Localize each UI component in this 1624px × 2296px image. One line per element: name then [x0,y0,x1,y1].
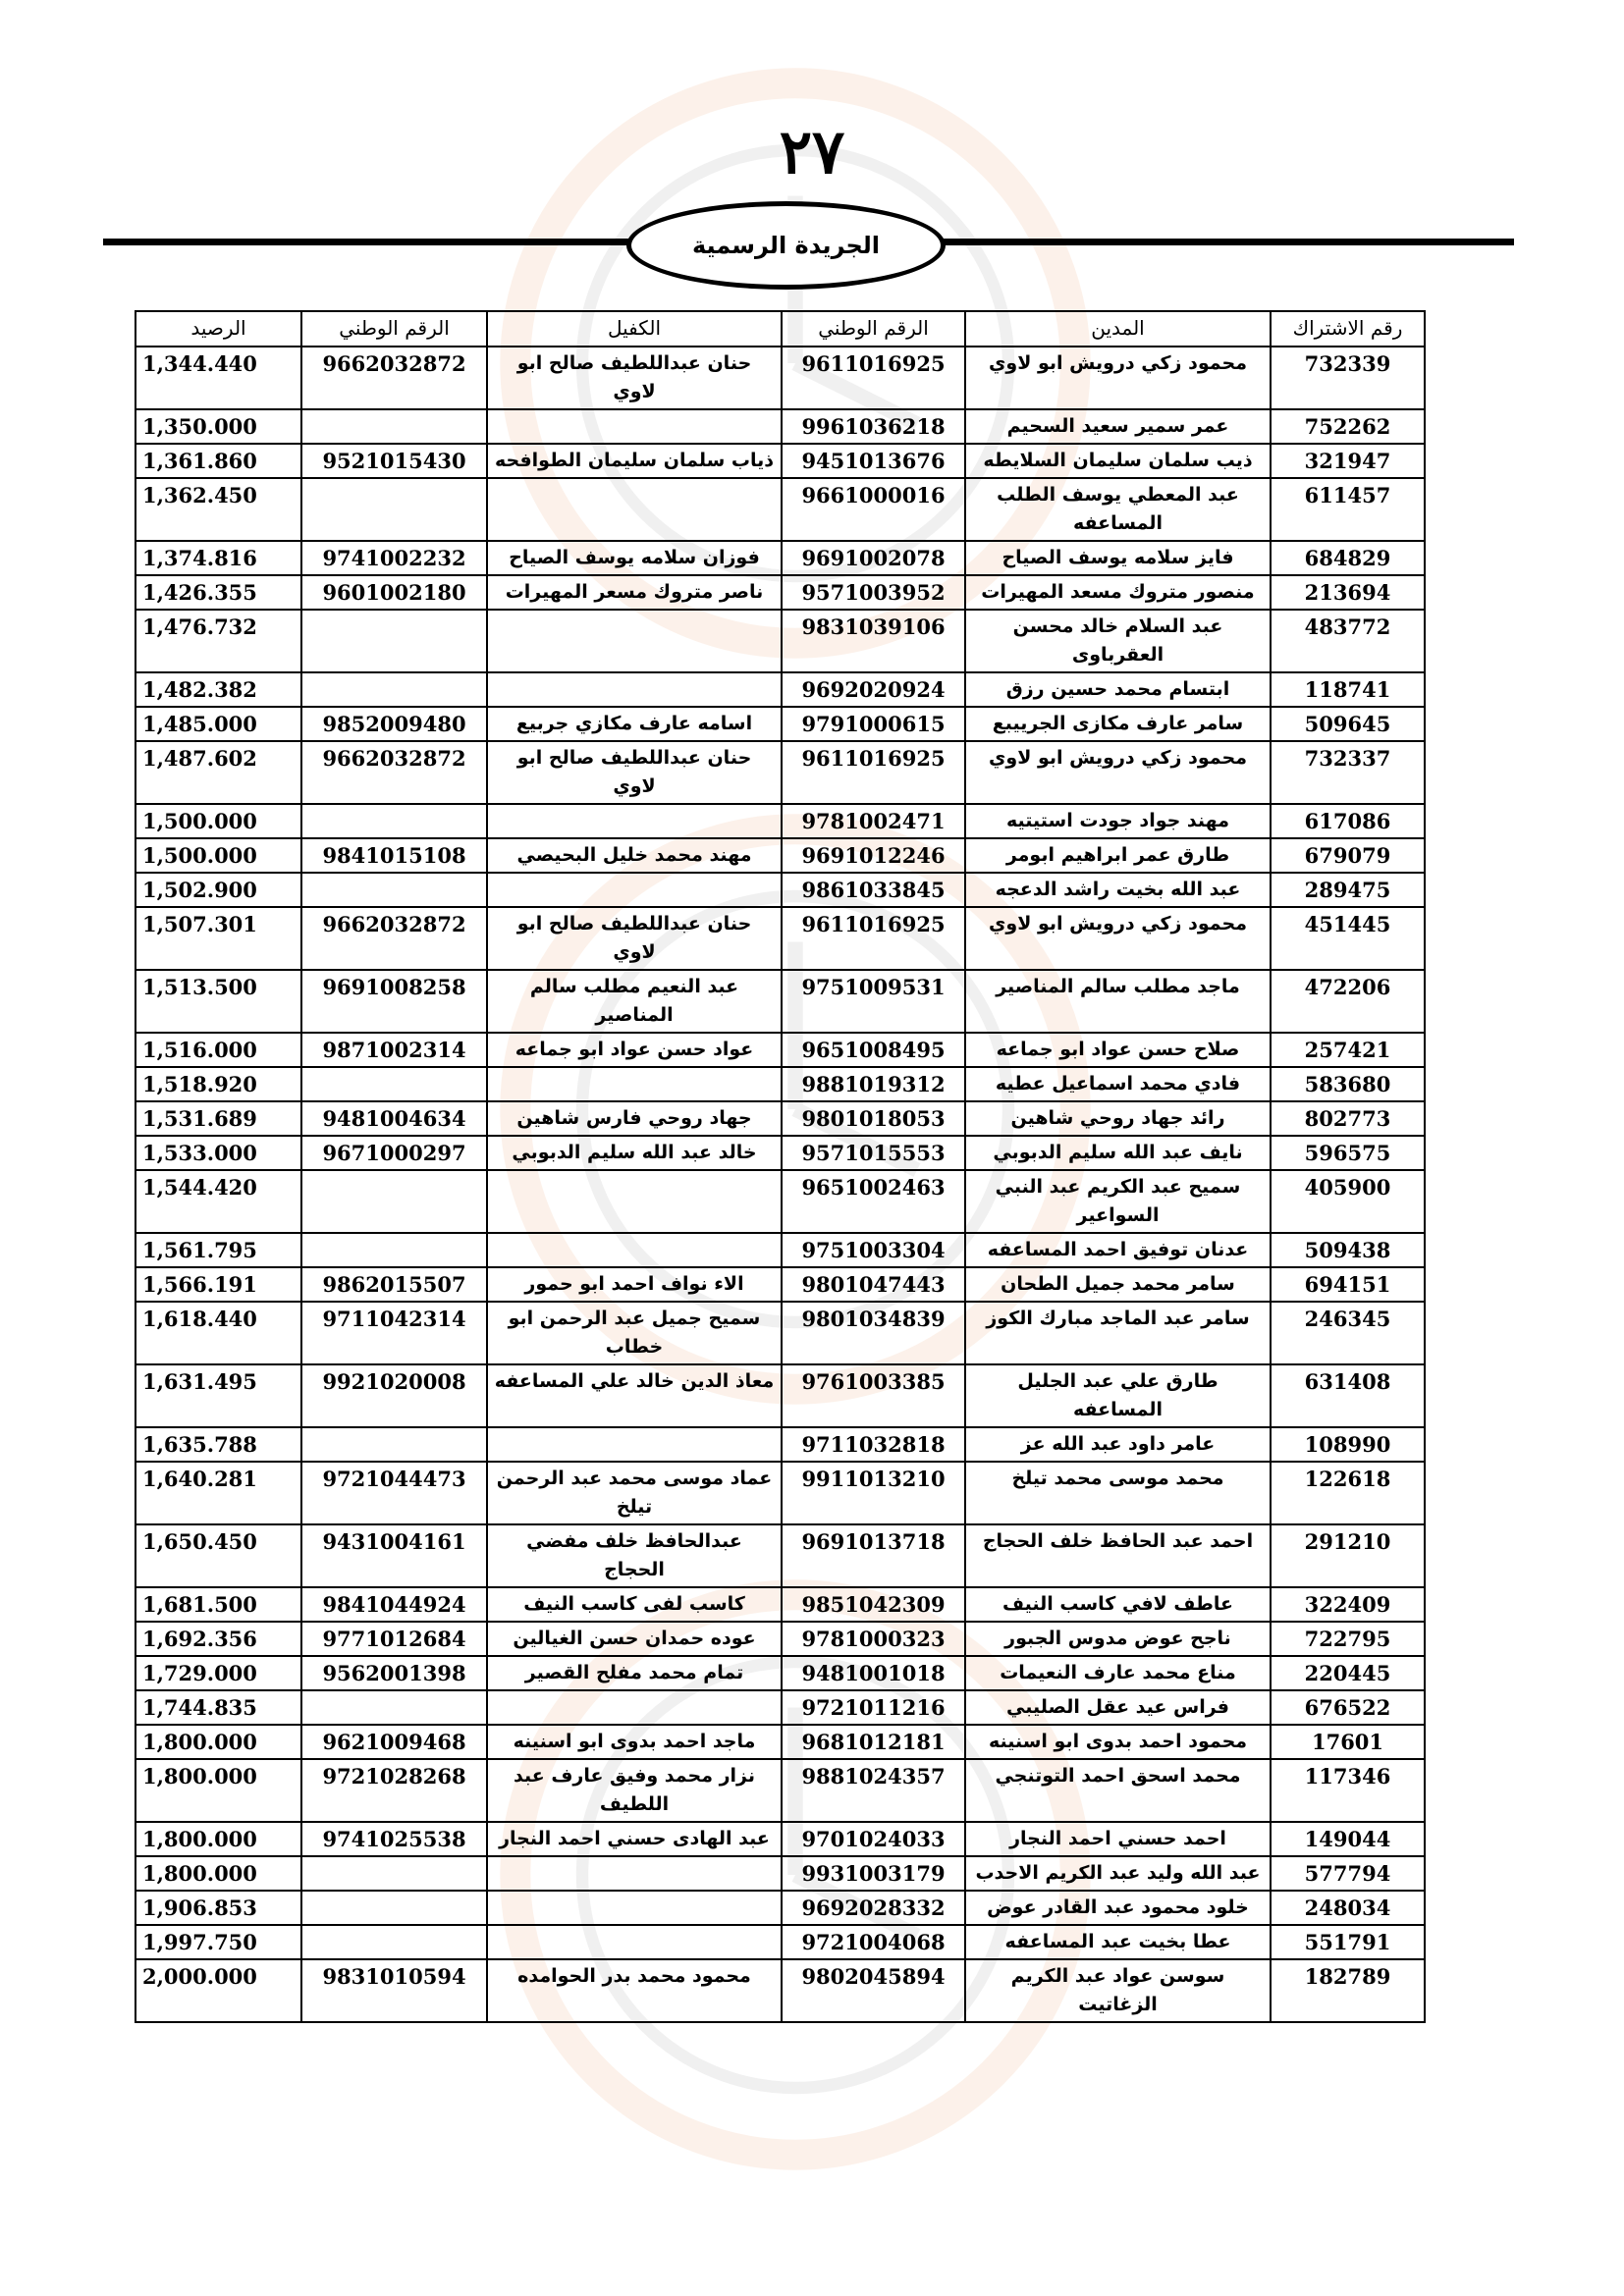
subscription-number-cell: 451445 [1271,907,1425,970]
table-row [135,838,1425,873]
debtor-name-cell: عامر داود عبد الله عز [965,1427,1271,1462]
subscription-number-cell: 694151 [1271,1267,1425,1302]
guarantor-name-cell [487,610,782,672]
gazette-title-badge [626,201,946,290]
table-row [135,1959,1425,2022]
table-row [135,804,1425,838]
table-row [135,707,1425,741]
debtor-name-cell: احمد عبد الحافظ خلف الحجاج [965,1524,1271,1587]
table-row [135,541,1425,575]
guarantor-name-cell [487,1427,782,1462]
debtor-national-id-cell: 9881019312 [782,1067,965,1101]
table-header-row [135,311,1425,347]
subscription-number-cell: 213694 [1271,575,1425,610]
subscription-number-cell: 17601 [1271,1725,1425,1759]
guarantor-national-id-cell [301,1925,487,1959]
guarantor-national-id-cell [301,1856,487,1891]
debtor-name-cell: عبد الله وليد عبد الكريم الاحدب [965,1856,1271,1891]
guarantor-national-id-cell [301,1891,487,1925]
guarantor-name-cell: حنان عبداللطيف صالح ابو لاوي [487,347,782,409]
table-row [135,1364,1425,1427]
guarantor-name-cell: اسامه عارف مكازي جربيع [487,707,782,741]
debtor-name-cell: محمود زكي درويش ابو لاوي [965,347,1271,409]
balance-cell: 1,635.788 [135,1427,301,1462]
subscription-number-cell: 257421 [1271,1033,1425,1067]
balance-cell: 1,650.450 [135,1524,301,1587]
guarantor-name-cell [487,1891,782,1925]
debtor-name-cell: سوسن عواد عبد الكريم الزغاتيت [965,1959,1271,2022]
balance-cell: 1,507.301 [135,907,301,970]
balance-cell: 1,362.450 [135,478,301,541]
debtor-national-id-cell: 9711032818 [782,1427,965,1462]
guarantor-national-id-cell: 9862015507 [301,1267,487,1302]
debtor-name-cell: عدنان توفيق احمد المساعفه [965,1233,1271,1267]
table-row [135,1302,1425,1364]
table-row [135,1136,1425,1170]
header-subscription-number: رقم الاشتراك [1271,311,1425,347]
debtor-national-id-cell: 9691002078 [782,541,965,575]
debtor-name-cell: عبد السلام خالد محسن العقرباوى [965,610,1271,672]
balance-cell: 1,487.602 [135,741,301,804]
balance-cell: 1,476.732 [135,610,301,672]
subscription-number-cell: 752262 [1271,409,1425,444]
balance-cell: 1,800.000 [135,1822,301,1856]
debtor-name-cell: طارق عمر ابراهيم ابومر [965,838,1271,873]
gazette-title: الجريدة الرسمية [691,232,881,259]
table-row [135,478,1425,541]
debtor-national-id-cell: 9571015553 [782,1136,965,1170]
guarantor-national-id-cell: 9831010594 [301,1959,487,2022]
guarantor-national-id-cell [301,1427,487,1462]
table-row [135,1267,1425,1302]
table-row [135,1067,1425,1101]
guarantor-name-cell [487,1690,782,1725]
debtor-name-cell: نايف عبد الله سليم الدبوبي [965,1136,1271,1170]
debtor-name-cell: عاطف لافي كاسب النيف [965,1587,1271,1622]
guarantor-national-id-cell: 9562001398 [301,1656,487,1690]
guarantor-name-cell: عوده حمدان حسن الغيالين [487,1622,782,1656]
guarantor-national-id-cell: 9601002180 [301,575,487,610]
debtor-national-id-cell: 9801047443 [782,1267,965,1302]
debtor-name-cell: محمود زكي درويش ابو لاوي [965,907,1271,970]
debtor-name-cell: عبد الله بخيت راشد الدعجه [965,873,1271,907]
guarantor-name-cell [487,1925,782,1959]
table-row [135,1033,1425,1067]
guarantor-national-id-cell: 9621009468 [301,1725,487,1759]
debtor-name-cell: عبد المعطي يوسف الطلب المساعفه [965,478,1271,541]
balance-cell: 1,500.000 [135,804,301,838]
balance-cell: 1,544.420 [135,1170,301,1233]
debtor-name-cell: فراس عيد عقل الصليبي [965,1690,1271,1725]
table-row [135,1725,1425,1759]
balance-cell: 1,640.281 [135,1462,301,1524]
guarantor-national-id-cell: 9841044924 [301,1587,487,1622]
debtor-national-id-cell: 9571003952 [782,575,965,610]
guarantor-national-id-cell: 9721028268 [301,1759,487,1822]
debtor-name-cell: ابتسام محمد حسين رزق [965,672,1271,707]
subscription-number-cell: 483772 [1271,610,1425,672]
subscription-number-cell: 732339 [1271,347,1425,409]
debtor-national-id-cell: 9931003179 [782,1856,965,1891]
debtor-national-id-cell: 9481001018 [782,1656,965,1690]
table-row [135,1891,1425,1925]
table-row [135,1925,1425,1959]
guarantor-national-id-cell: 9671000297 [301,1136,487,1170]
debtor-national-id-cell: 9961036218 [782,409,965,444]
guarantor-national-id-cell: 9431004161 [301,1524,487,1587]
debtor-name-cell: سامر محمد جميل الطحان [965,1267,1271,1302]
table-row [135,741,1425,804]
balance-cell: 1,374.816 [135,541,301,575]
guarantor-national-id-cell: 9691008258 [301,970,487,1033]
guarantor-national-id-cell: 9771012684 [301,1622,487,1656]
subscription-number-cell: 509645 [1271,707,1425,741]
balance-cell: 1,531.689 [135,1101,301,1136]
subscription-number-cell: 583680 [1271,1067,1425,1101]
guarantor-national-id-cell: 9871002314 [301,1033,487,1067]
debtor-national-id-cell: 9651008495 [782,1033,965,1067]
guarantor-name-cell: مهند محمد خليل البحيصي [487,838,782,873]
subscription-number-cell: 551791 [1271,1925,1425,1959]
guarantor-national-id-cell: 9721044473 [301,1462,487,1524]
debtors-table [135,310,1426,2023]
debtor-national-id-cell: 9611016925 [782,741,965,804]
subscription-number-cell: 684829 [1271,541,1425,575]
table-row [135,1622,1425,1656]
balance-cell: 1,744.835 [135,1690,301,1725]
debtor-name-cell: سامر عبد الماجد مبارك الكوز [965,1302,1271,1364]
subscription-number-cell: 802773 [1271,1101,1425,1136]
subscription-number-cell: 289475 [1271,873,1425,907]
guarantor-name-cell [487,1233,782,1267]
debtor-name-cell: محمود زكي درويش ابو لاوي [965,741,1271,804]
guarantor-national-id-cell [301,804,487,838]
subscription-number-cell: 291210 [1271,1524,1425,1587]
debtor-name-cell: مناع محمد عارف النعيمات [965,1656,1271,1690]
guarantor-name-cell: فوزان سلامه يوسف الصياح [487,541,782,575]
guarantor-name-cell: سميح جميل عبد الرحمن ابو خطاب [487,1302,782,1364]
subscription-number-cell: 732337 [1271,741,1425,804]
guarantor-name-cell: عبد النعيم مطلب سالم المناصير [487,970,782,1033]
balance-cell: 1,561.795 [135,1233,301,1267]
subscription-number-cell: 149044 [1271,1822,1425,1856]
balance-cell: 1,485.000 [135,707,301,741]
guarantor-name-cell [487,1170,782,1233]
guarantor-name-cell: كاسب لفى كاسب النيف [487,1587,782,1622]
guarantor-name-cell: عبد الهادى حسني احمد النجار [487,1822,782,1856]
debtor-national-id-cell: 9781000323 [782,1622,965,1656]
page-number: ٢٧ [779,116,845,187]
balance-cell: 1,997.750 [135,1925,301,1959]
guarantor-name-cell: جهاد روحي فارس شاهين [487,1101,782,1136]
balance-cell: 1,800.000 [135,1725,301,1759]
debtor-national-id-cell: 9761003385 [782,1364,965,1427]
guarantor-national-id-cell: 9921020008 [301,1364,487,1427]
balance-cell: 1,361.860 [135,444,301,478]
header-guarantor: الكفيل [487,311,782,347]
table-row [135,1170,1425,1233]
table-row [135,409,1425,444]
guarantor-national-id-cell: 9852009480 [301,707,487,741]
guarantor-name-cell: الاء نواف احمد ابو حمور [487,1267,782,1302]
debtor-national-id-cell: 9801018053 [782,1101,965,1136]
guarantor-name-cell: حنان عبداللطيف صالح ابو لاوي [487,741,782,804]
debtor-name-cell: فادي محمد اسماعيل عطيه [965,1067,1271,1101]
header-debtor-national-id: الرقم الوطني [782,311,965,347]
debtor-name-cell: صلاح حسن عواد ابو جماعه [965,1033,1271,1067]
subscription-number-cell: 118741 [1271,672,1425,707]
debtor-name-cell: سامر عارف مكازى الجرييبع [965,707,1271,741]
table-row [135,575,1425,610]
debtor-national-id-cell: 9751003304 [782,1233,965,1267]
guarantor-national-id-cell: 9521015430 [301,444,487,478]
subscription-number-cell: 122618 [1271,1462,1425,1524]
guarantor-name-cell [487,478,782,541]
table-row [135,1462,1425,1524]
guarantor-national-id-cell: 9741002232 [301,541,487,575]
debtor-name-cell: ماجد مطلب سالم المناصير [965,970,1271,1033]
table-row [135,1587,1425,1622]
guarantor-name-cell [487,672,782,707]
table-row [135,610,1425,672]
guarantor-national-id-cell: 9841015108 [301,838,487,873]
subscription-number-cell: 611457 [1271,478,1425,541]
debtor-national-id-cell: 9721011216 [782,1690,965,1725]
table-row [135,1101,1425,1136]
balance-cell: 1,482.382 [135,672,301,707]
table-row [135,672,1425,707]
balance-cell: 1,618.440 [135,1302,301,1364]
guarantor-name-cell [487,873,782,907]
guarantor-name-cell [487,804,782,838]
guarantor-name-cell: عبدالحافظ خلف مفضي الحجاج [487,1524,782,1587]
guarantor-name-cell: نزار محمد وفيق عارف عبد اللطيف [487,1759,782,1822]
guarantor-name-cell: ذياب سلمان سليمان الطوافحه [487,444,782,478]
subscription-number-cell: 722795 [1271,1622,1425,1656]
subscription-number-cell: 405900 [1271,1170,1425,1233]
header-guarantor-national-id: الرقم الوطني [301,311,487,347]
table-row [135,907,1425,970]
subscription-number-cell: 117346 [1271,1759,1425,1822]
header-balance: الرصيد [135,311,301,347]
guarantor-name-cell: عواد حسن عواد ابو جماعه [487,1033,782,1067]
guarantor-national-id-cell: 9662032872 [301,907,487,970]
debtor-national-id-cell: 9721004068 [782,1925,965,1959]
guarantor-name-cell: حنان عبداللطيف صالح ابو لاوي [487,907,782,970]
debtor-name-cell: رائد جهاد روحي شاهين [965,1101,1271,1136]
debtor-name-cell: سميح عبد الكريم عبد النبي السواعير [965,1170,1271,1233]
guarantor-name-cell: تمام محمد مفلح القصير [487,1656,782,1690]
guarantor-national-id-cell: 9711042314 [301,1302,487,1364]
guarantor-national-id-cell [301,1170,487,1233]
guarantor-national-id-cell [301,610,487,672]
balance-cell: 1,344.440 [135,347,301,409]
debtor-national-id-cell: 9881024357 [782,1759,965,1822]
guarantor-name-cell [487,1856,782,1891]
guarantor-national-id-cell [301,1690,487,1725]
debtor-national-id-cell: 9861033845 [782,873,965,907]
debtor-national-id-cell: 9781002471 [782,804,965,838]
debtor-national-id-cell: 9791000615 [782,707,965,741]
debtor-national-id-cell: 9611016925 [782,907,965,970]
guarantor-national-id-cell: 9662032872 [301,347,487,409]
table-row [135,873,1425,907]
subscription-number-cell: 472206 [1271,970,1425,1033]
table-row [135,1690,1425,1725]
guarantor-national-id-cell [301,478,487,541]
balance-cell: 1,502.900 [135,873,301,907]
guarantor-national-id-cell [301,873,487,907]
table-row [135,347,1425,409]
debtor-national-id-cell: 9851042309 [782,1587,965,1622]
debtor-national-id-cell: 9611016925 [782,347,965,409]
guarantor-name-cell: ناصر متروك مسعر المهيرات [487,575,782,610]
subscription-number-cell: 108990 [1271,1427,1425,1462]
balance-cell: 1,681.500 [135,1587,301,1622]
balance-cell: 1,800.000 [135,1856,301,1891]
guarantor-national-id-cell [301,672,487,707]
debtor-name-cell: عطا بخيت عبد المساعفه [965,1925,1271,1959]
balance-cell: 1,631.495 [135,1364,301,1427]
table-row [135,444,1425,478]
balance-cell: 1,800.000 [135,1759,301,1822]
debtor-national-id-cell: 9661000016 [782,478,965,541]
debtor-national-id-cell: 9692028332 [782,1891,965,1925]
table-row [135,1427,1425,1462]
debtor-name-cell: طارق علي عبد الجليل المساعفه [965,1364,1271,1427]
balance-cell: 1,426.355 [135,575,301,610]
debtor-name-cell: خلود محمود عبد القادر عوض [965,1891,1271,1925]
debtor-national-id-cell: 9681012181 [782,1725,965,1759]
guarantor-name-cell [487,1067,782,1101]
guarantor-national-id-cell [301,409,487,444]
debtor-national-id-cell: 9692020924 [782,672,965,707]
debtor-name-cell: محمد موسى محمد تيلخ [965,1462,1271,1524]
subscription-number-cell: 679079 [1271,838,1425,873]
table-row [135,1759,1425,1822]
subscription-number-cell: 322409 [1271,1587,1425,1622]
guarantor-national-id-cell: 9741025538 [301,1822,487,1856]
debtor-national-id-cell: 9802045894 [782,1959,965,2022]
subscription-number-cell: 631408 [1271,1364,1425,1427]
balance-cell: 2,000.000 [135,1959,301,2022]
debtor-name-cell: ذيب سلمان سليمان السلايطه [965,444,1271,478]
subscription-number-cell: 617086 [1271,804,1425,838]
debtor-name-cell: فايز سلامه يوسف الصياح [965,541,1271,575]
debtor-name-cell: ناجح عوض مدوس الجبور [965,1622,1271,1656]
debtor-national-id-cell: 9691012246 [782,838,965,873]
guarantor-name-cell: معاذ الدين خالد علي المساعفه [487,1364,782,1427]
subscription-number-cell: 182789 [1271,1959,1425,2022]
debtor-name-cell: عمر سمير سعيد السحيم [965,409,1271,444]
balance-cell: 1,513.500 [135,970,301,1033]
balance-cell: 1,516.000 [135,1033,301,1067]
balance-cell: 1,518.920 [135,1067,301,1101]
debtor-national-id-cell: 9701024033 [782,1822,965,1856]
table-row [135,970,1425,1033]
guarantor-name-cell: خالد عبد الله سليم الدبوبي [487,1136,782,1170]
table-row [135,1822,1425,1856]
debtor-national-id-cell: 9751009531 [782,970,965,1033]
debtor-national-id-cell: 9801034839 [782,1302,965,1364]
table-row [135,1524,1425,1587]
debtor-name-cell: محمود احمد بدوى ابو اسنينه [965,1725,1271,1759]
subscription-number-cell: 509438 [1271,1233,1425,1267]
debtor-national-id-cell: 9691013718 [782,1524,965,1587]
subscription-number-cell: 577794 [1271,1856,1425,1891]
guarantor-national-id-cell: 9481004634 [301,1101,487,1136]
header-debtor: المدين [965,311,1271,347]
guarantor-name-cell [487,409,782,444]
debtor-name-cell: محمد اسحق احمد التوتنجي [965,1759,1271,1822]
subscription-number-cell: 321947 [1271,444,1425,478]
debtor-name-cell: احمد حسني احمد النجار [965,1822,1271,1856]
subscription-number-cell: 248034 [1271,1891,1425,1925]
subscription-number-cell: 676522 [1271,1690,1425,1725]
subscription-number-cell: 246345 [1271,1302,1425,1364]
balance-cell: 1,692.356 [135,1622,301,1656]
debtor-national-id-cell: 9831039106 [782,610,965,672]
table-row [135,1233,1425,1267]
table-row [135,1856,1425,1891]
debtor-national-id-cell: 9651002463 [782,1170,965,1233]
balance-cell: 1,350.000 [135,409,301,444]
balance-cell: 1,533.000 [135,1136,301,1170]
guarantor-national-id-cell [301,1067,487,1101]
balance-cell: 1,566.191 [135,1267,301,1302]
table-row [135,1656,1425,1690]
guarantor-name-cell: عماد موسى محمد عبد الرحمن تيلخ [487,1462,782,1524]
debtor-name-cell: منصور متروك مسعد المهيرات [965,575,1271,610]
subscription-number-cell: 220445 [1271,1656,1425,1690]
balance-cell: 1,906.853 [135,1891,301,1925]
debtor-national-id-cell: 9911013210 [782,1462,965,1524]
balance-cell: 1,500.000 [135,838,301,873]
guarantor-national-id-cell: 9662032872 [301,741,487,804]
balance-cell: 1,729.000 [135,1656,301,1690]
guarantor-national-id-cell [301,1233,487,1267]
guarantor-name-cell: ماجد احمد بدوى ابو اسنينه [487,1725,782,1759]
subscription-number-cell: 596575 [1271,1136,1425,1170]
debtor-name-cell: مهند جواد جودت استيتيه [965,804,1271,838]
guarantor-name-cell: محمود محمد بدر الحوامده [487,1959,782,2022]
debtor-national-id-cell: 9451013676 [782,444,965,478]
